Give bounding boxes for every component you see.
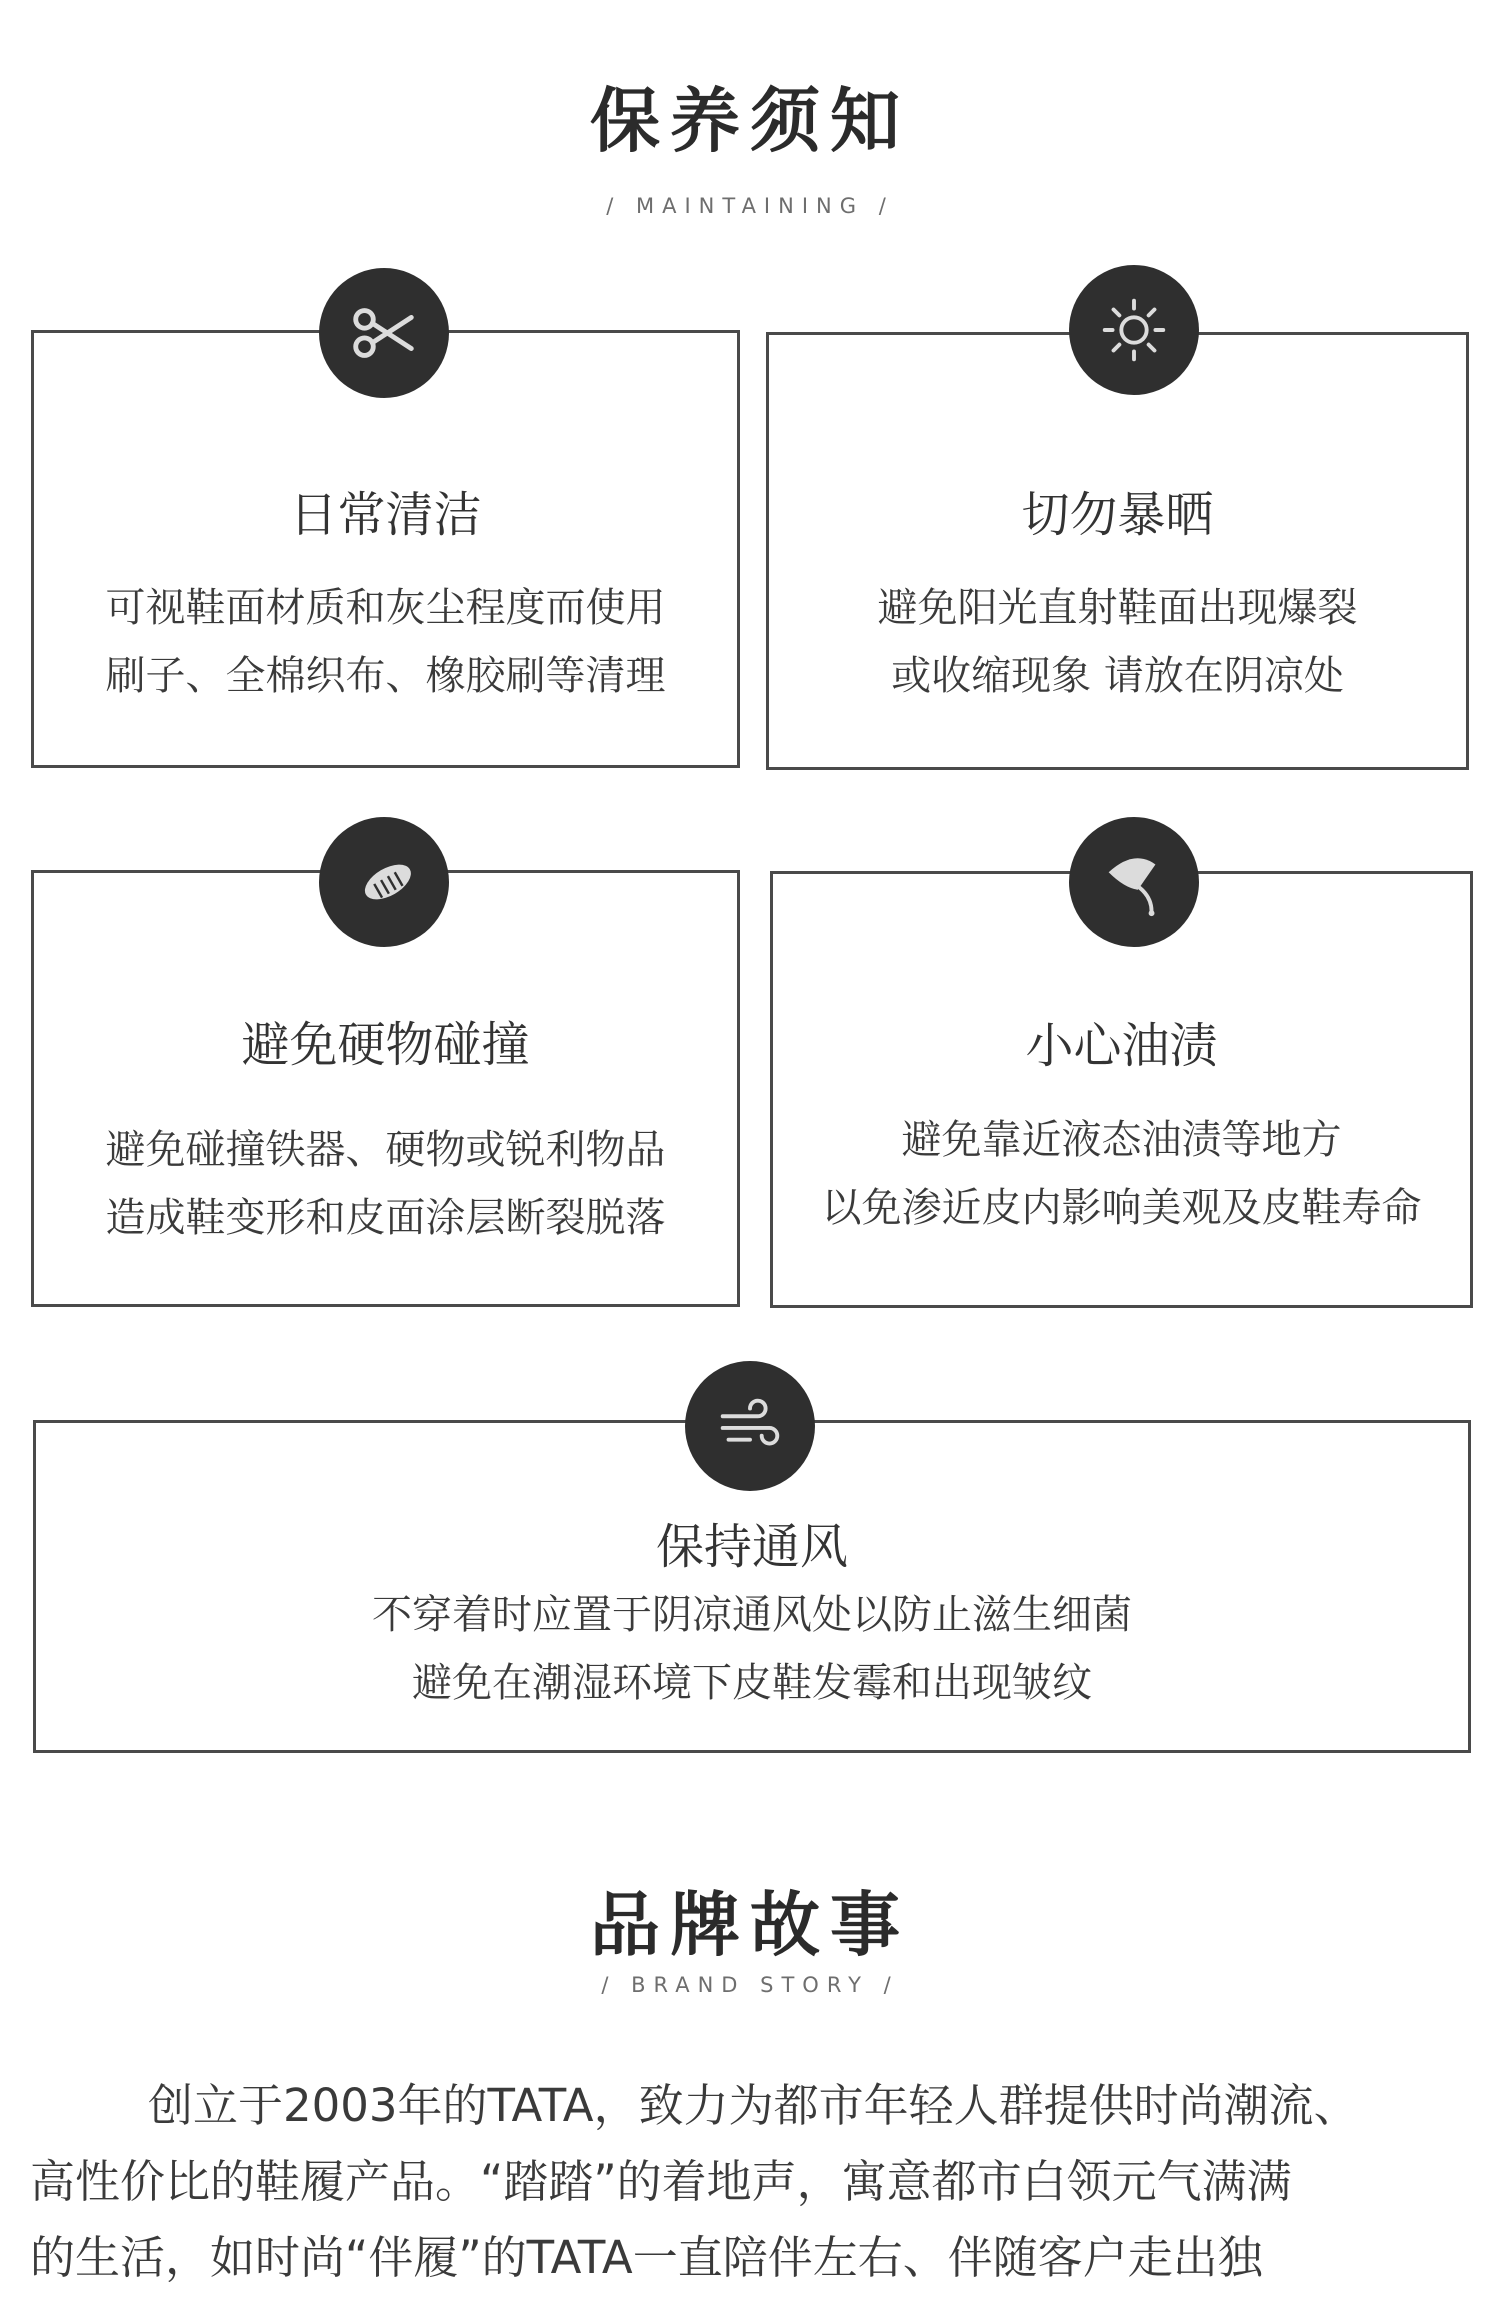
card-title: 保持通风 — [655, 1519, 848, 1575]
sun-icon — [1069, 265, 1199, 395]
story-line: 创立于2003年的TATA，致力为都市年轻人群提供时尚潮流、 — [148, 2079, 1359, 2132]
card-title: 切勿暴晒 — [1021, 487, 1214, 543]
oil-can-icon — [1069, 817, 1199, 947]
maintaining-title: 保养须知 — [590, 80, 910, 162]
card-text-line: 避免在潮湿环境下皮鞋发霉和出现皱纹 — [412, 1660, 1092, 1706]
scissors-icon — [319, 268, 449, 398]
card-text-line: 避免碰撞铁器、硬物或锐利物品 — [105, 1127, 666, 1173]
card-title: 日常清洁 — [289, 487, 482, 543]
card-text-line: 避免阳光直射鞋面出现爆裂 — [877, 585, 1358, 631]
card-text-line: 或收缩现象 请放在阴凉处 — [891, 653, 1344, 699]
brand-subtitle: / BRAND STORY / — [601, 1973, 899, 1997]
card-text-line: 不穿着时应置于阴凉通风处以防止滋生细菌 — [372, 1592, 1132, 1638]
brush-icon — [319, 817, 449, 947]
card-text-line: 造成鞋变形和皮面涂层断裂脱落 — [105, 1195, 666, 1241]
story-line: 高性价比的鞋履产品。“踏踏”的着地声，寓意都市白领元气满满 — [30, 2155, 1292, 2208]
care-card-sun — [766, 332, 1469, 770]
card-text-line: 以免渗近皮内影响美观及皮鞋寿命 — [821, 1185, 1422, 1231]
story-line: 的生活，如时尚“伴履”的TATA一直陪伴左右、伴随客户走出独 — [30, 2231, 1263, 2284]
card-text-line: 避免靠近液态油渍等地方 — [901, 1117, 1342, 1163]
card-text-line: 刷子、全棉织布、橡胶刷等清理 — [105, 653, 666, 699]
maintaining-subtitle: / MAINTAINING / — [606, 194, 894, 218]
card-text-line: 可视鞋面材质和灰尘程度而使用 — [105, 585, 666, 631]
wind-icon — [685, 1361, 815, 1491]
brand-story — [30, 2068, 1470, 2296]
brand-title: 品牌故事 — [590, 1884, 910, 1966]
card-title: 小心油渍 — [1025, 1018, 1218, 1074]
card-title: 避免硬物碰撞 — [241, 1017, 530, 1073]
